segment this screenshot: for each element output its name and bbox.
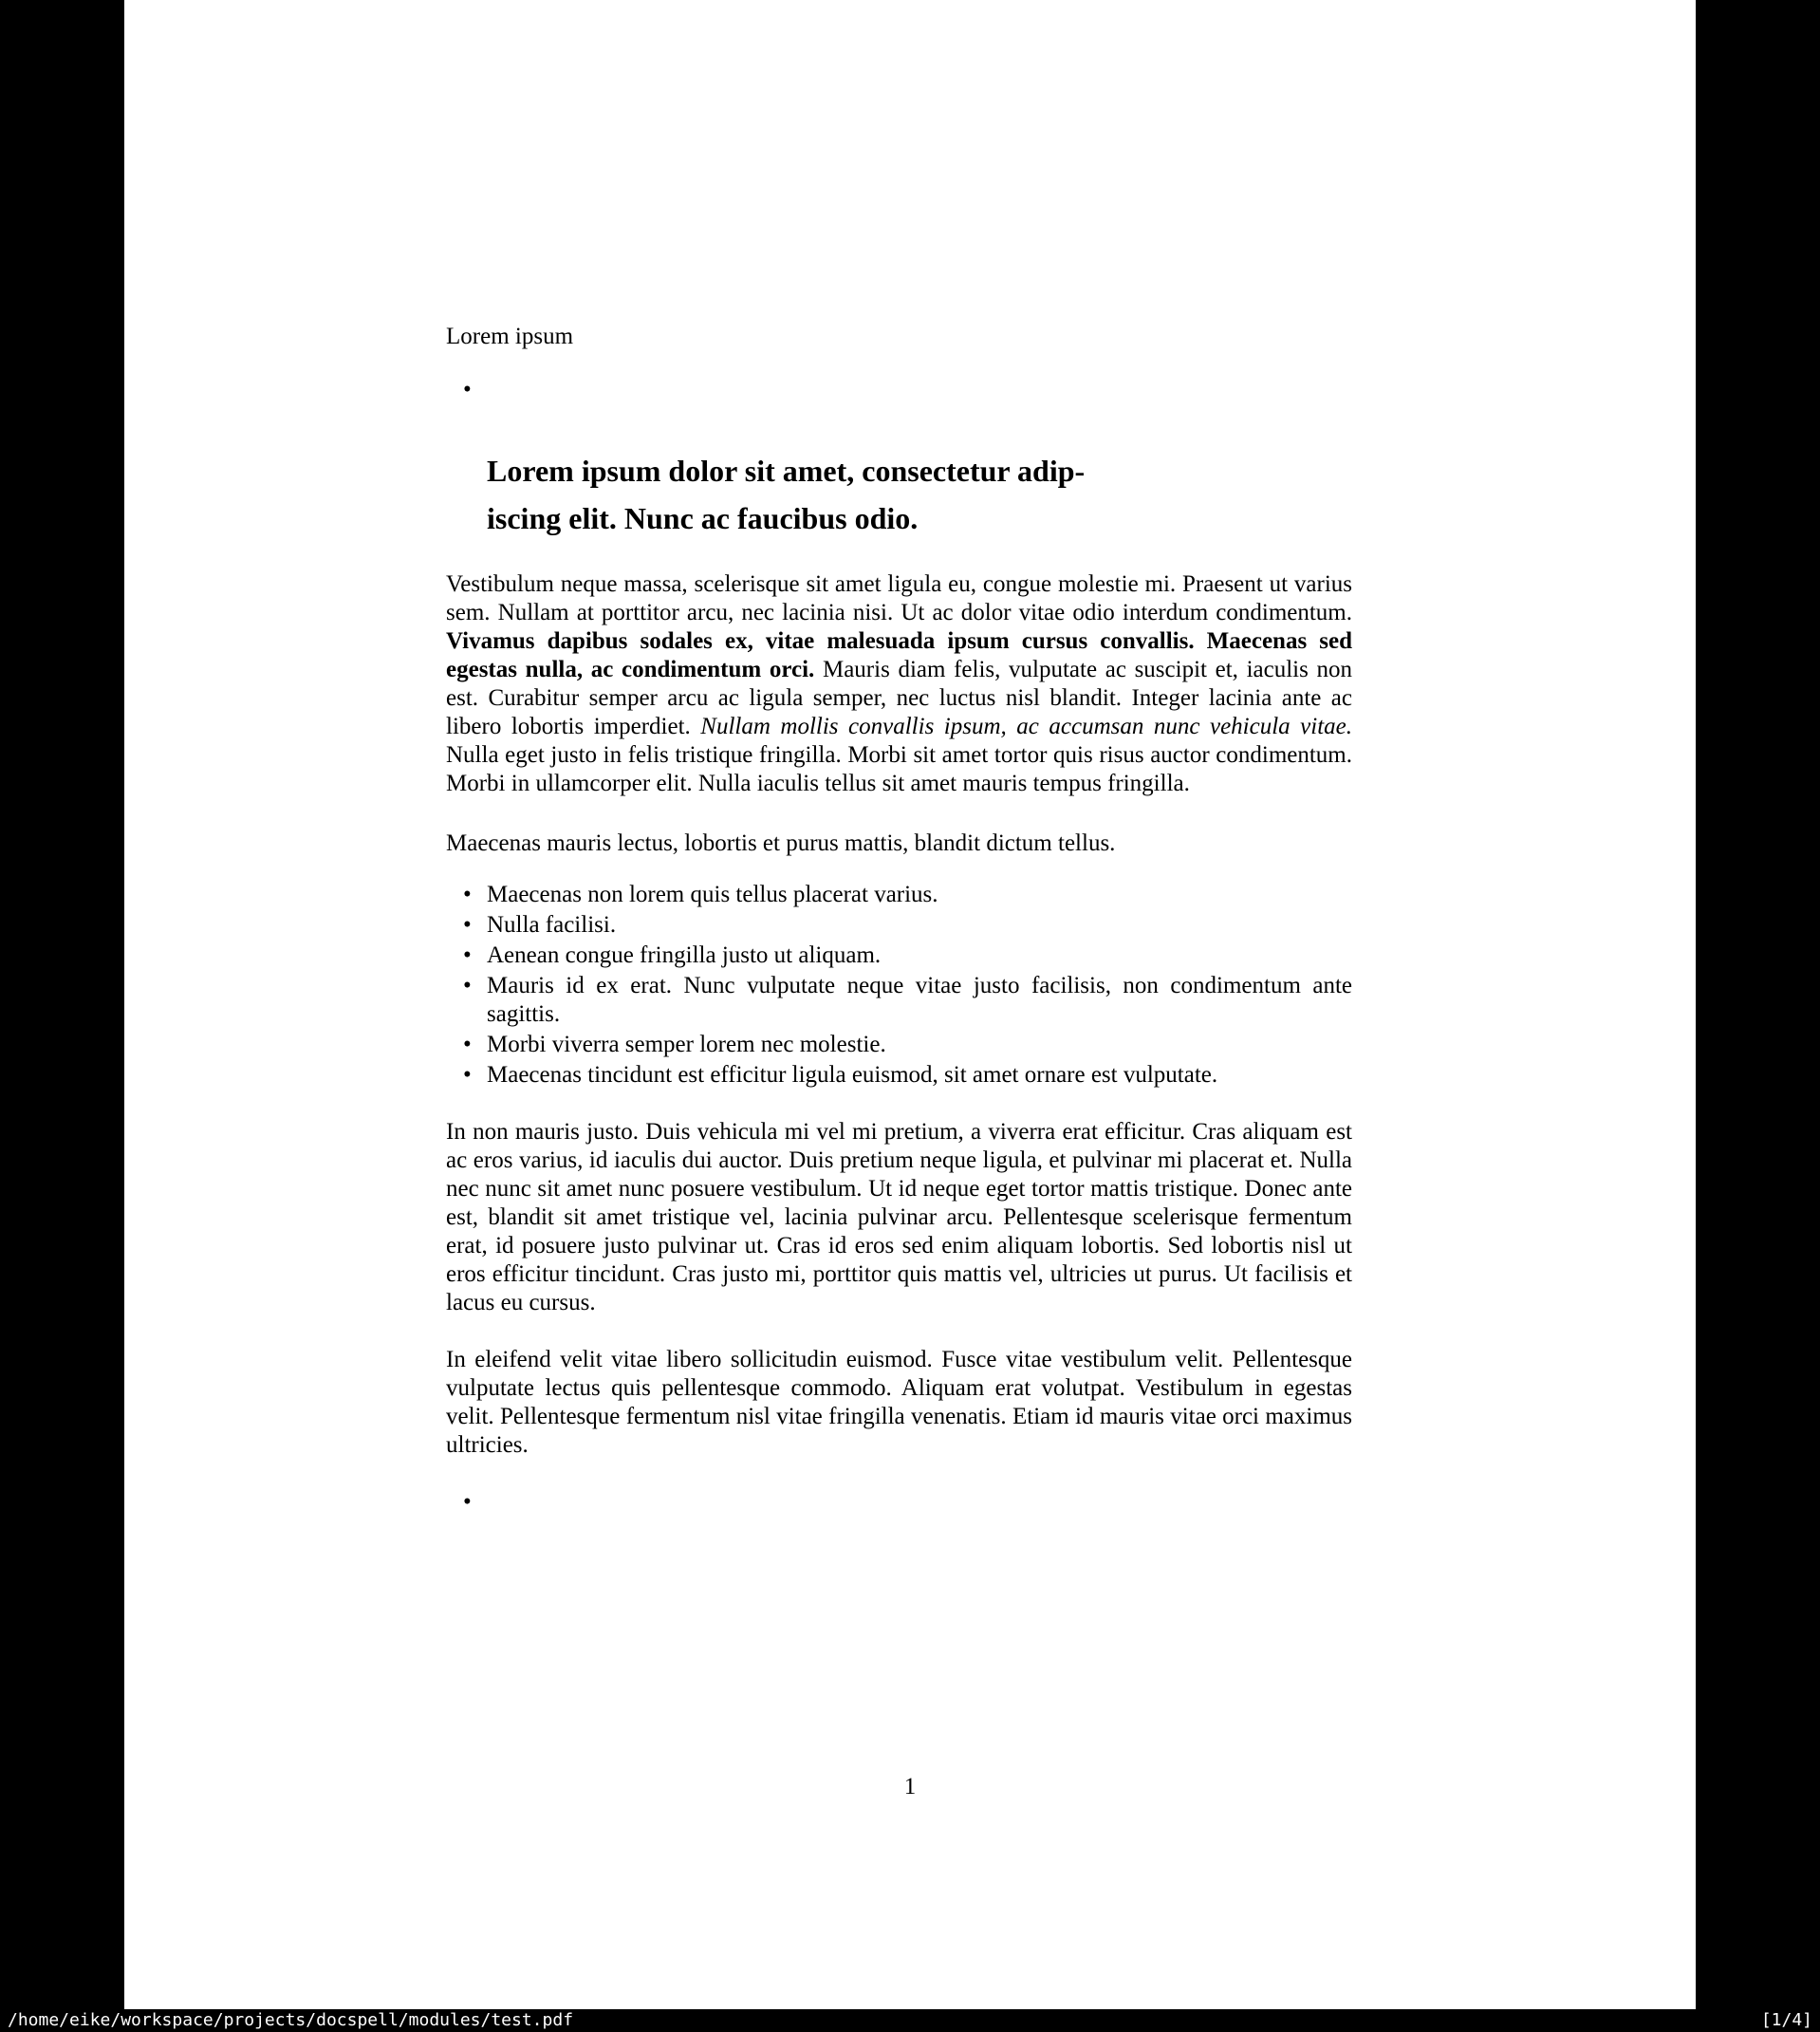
list-item-text: Morbi viverra semper lorem nec molestie. [487, 1032, 886, 1057]
list-item-text: Nulla facilisi. [487, 912, 617, 938]
bullet-icon: • [463, 942, 472, 968]
empty-list-item [446, 1488, 1352, 1517]
paragraph-1-normal-1: Vestibulum neque massa, scelerisque sit amet ligula eu, congue molestie mi. Praesent ut varius sem. Nullam at porttitor arcu, nec lacinia nisi. Ut ac dolor vitae odio interdum condimentum. [446, 571, 1352, 625]
bullet-icon: • [463, 973, 472, 998]
status-bar [0, 2009, 1820, 2032]
paragraph-1-normal-3: Nulla eget justo in felis tristique fringilla. Morbi sit amet tortor quis risus auctor condimentum. Morbi in ullamcorper elit. Nulla iaculis tellus sit amet mauris tempus fringilla. [446, 742, 1352, 796]
list-item-text: Maecenas tincidunt est efficitur ligula euismod, sit amet ornare est vulputate. [487, 1062, 1218, 1088]
list-item-text: Mauris id ex erat. Nunc vulputate neque vitae justo facilisis, non condimentum ante sagittis. [487, 973, 1352, 1027]
paragraph-2: Maecenas mauris lectus, lobortis et purus mattis, blandit dictum tellus. [446, 830, 1116, 856]
list-item [446, 1061, 1352, 1090]
list-item [446, 972, 1352, 1029]
paragraph-3: In non mauris justo. Duis vehicula mi vel mi pretium, a viverra erat efficitur. Cras aliquam est ac eros varius, id iaculis dui auctor. Duis pretium neque ligula, et pulvinar mi placerat et. Nulla nec nunc sit amet nunc posuere vestibulum. Ut id neque eget tortor mattis tristique. Donec ante est, blandit sit amet tristique vel, lacinia pulvinar arcu. Pellentesque scelerisque fermentum erat, id posuere justo pulvinar ut. Cras id eros sed enim aliquam lobortis. Sed lobortis nisl ut eros efficitur tincidunt. Cras justo mi, porttitor quis mattis vel, ultricies ut purus. Ut facilisis et lacus eu cursus. [446, 1119, 1352, 1315]
section-heading [487, 447, 1279, 542]
list-item-text: Maecenas non lorem quis tellus placerat varius. [487, 882, 938, 907]
list-item [446, 1031, 1352, 1059]
bullet-icon: • [463, 1489, 472, 1515]
section-heading-line1: Lorem ipsum dolor sit amet, consectetur adip- [487, 454, 1086, 488]
paragraph-1 [446, 570, 1352, 798]
list-item [446, 881, 1352, 909]
paragraph-1-bold: Vivamus dapibus sodales ex, vitae malesuada ipsum cursus convallis. Maecenas sed egestas nulla, ac condimentum orci. [446, 628, 1352, 682]
intro-text: Lorem ipsum [446, 324, 574, 349]
page-indicator: [1/4] [1760, 2010, 1812, 2030]
bullet-icon: • [463, 1032, 472, 1057]
bullet-icon: • [463, 1062, 472, 1088]
list-item [446, 941, 1352, 970]
empty-list-item [446, 376, 1352, 404]
paragraph-1-normal-2: Mauris diam felis, vulputate ac suscipit et, iaculis non est. Curabitur semper arcu ac ligula semper, nec luctus nisl blandit. Integer lacinia ante ac libero lobortis imperdiet. [446, 657, 1352, 739]
paragraph-4: In eleifend velit vitae libero sollicitudin euismod. Fusce vitae vestibulum velit. Pellentesque vulputate lectus quis pellentesque commodo. Aliquam erat volutpat. Vestibulum in egestas velit. Pellentesque fermentum nisl vitae fringilla venenatis. Etiam id mauris vitae orci maximus ultricies. [446, 1347, 1352, 1458]
section-heading-line2: iscing elit. Nunc ac faucibus odio. [487, 501, 919, 535]
bullet-icon: • [463, 912, 472, 938]
document-content [446, 0, 1352, 1517]
bullet-icon: • [463, 377, 472, 402]
file-path: /home/eike/workspace/projects/docspell/modules/test.pdf [8, 2010, 574, 2030]
bullet-list [446, 881, 1352, 1090]
list-item [446, 911, 1352, 940]
list-item-text: Aenean congue fringilla justo ut aliquam. [487, 942, 882, 968]
bullet-icon: • [463, 882, 472, 907]
document-page[interactable] [124, 0, 1696, 2009]
page-number: 1 [903, 1774, 917, 1799]
paragraph-1-italic: Nullam mollis convallis ipsum, ac accumsan nunc vehicula vitae. [700, 714, 1352, 739]
